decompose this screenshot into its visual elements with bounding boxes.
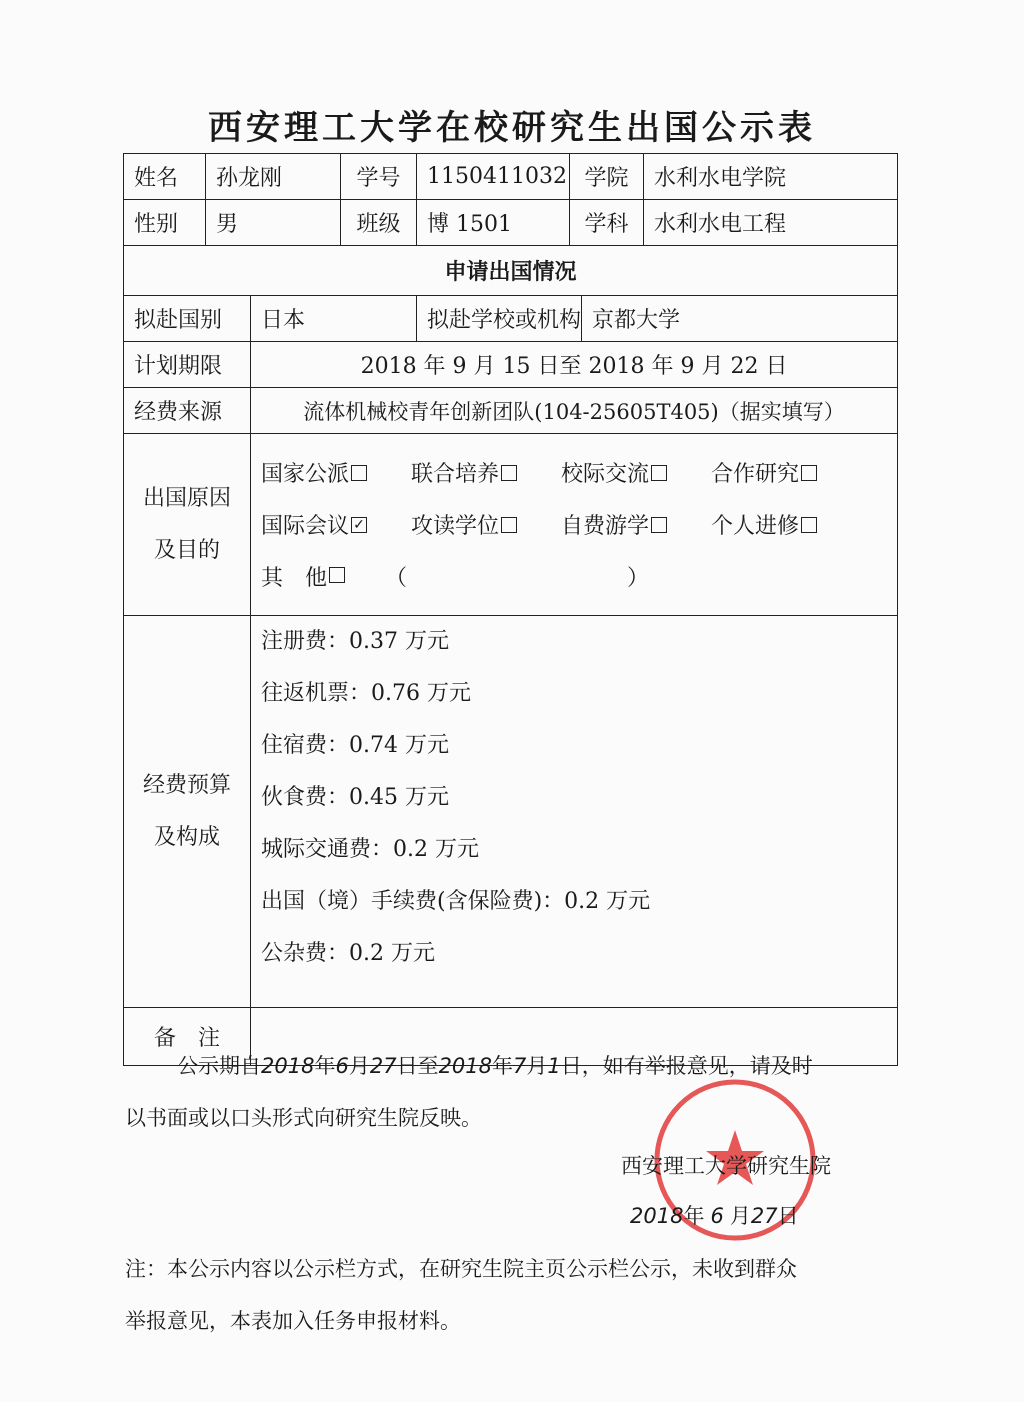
reasons-row-3 [261,551,887,603]
checkbox-icon [329,567,345,583]
checkbox-icon [651,465,667,481]
reason-option: 攻读学位 [411,509,561,540]
notice-line1: 公示期自2018年6月27日至2018年7月1日，如有举报意见，请及时 [177,1054,813,1078]
reasons-options [251,434,898,616]
section-header: 申请出国情况 [124,246,898,296]
budget-item: 城际交通费：0.2 万元 [261,837,479,862]
student-id-label: 学号 [341,154,417,200]
period-label: 计划期限 [124,342,251,388]
form-title: 西安理工大学在校研究生出国公示表 [208,108,816,148]
subject-value: 水利水电工程 [644,200,898,246]
institution-label: 拟赴学校或机构 [417,296,582,342]
budget-label-line1: 经费预算 [142,772,231,798]
signature-date: 2018年 6 月27日 [630,1204,799,1228]
budget-item: 出国（境）手续费(含保险费)：0.2 万元 [261,889,651,914]
budget-item: 公杂费：0.2 万元 [261,941,435,966]
college-label: 学院 [570,154,644,200]
reasons-row-2 [261,499,887,551]
country-label: 拟赴国别 [124,296,251,342]
name-value: 孙龙刚 [206,154,341,200]
footnote [125,1243,905,1347]
gender-label: 性别 [124,200,206,246]
reasons-label-line2: 及目的 [153,537,220,563]
reasons-label [124,434,251,616]
class-label: 班级 [341,200,417,246]
checked-checkbox-icon: ✓ [351,517,367,533]
checkbox-icon [501,517,517,533]
country-value: 日本 [251,296,417,342]
period-value: 2018 年 9 月 15 日至 2018 年 9 月 22 日 [251,342,898,388]
application-form-table [123,153,898,1066]
reason-option: 合作研究 [711,457,861,488]
budget-item: 伙食费：0.45 万元 [261,785,449,810]
reason-option: 国家公派 [261,457,411,488]
remarks-label: 备 注 [124,1008,251,1066]
footnote-line1: 注：本公示内容以公示栏方式，在研究生院主页公示栏公示，未收到群众 [125,1257,797,1281]
checkbox-icon [651,517,667,533]
checkbox-icon [801,465,817,481]
funding-label: 经费来源 [124,388,251,434]
funding-value: 流体机械校青年创新团队(104-25605T405)（据实填写） [251,388,898,434]
other-paren-open: （ [385,566,408,591]
footnote-line2: 举报意见，本表加入任务申报材料。 [125,1309,461,1333]
notice-line2: 以书面或以口头形式向研究生院反映。 [125,1106,482,1130]
reason-option: 个人进修 [711,509,861,540]
budget-label [124,616,251,1008]
reason-option: 自费游学 [561,509,711,540]
class-value: 博 1501 [417,200,570,246]
budget-item: 往返机票：0.76 万元 [261,681,471,706]
subject-label: 学科 [570,200,644,246]
budget-items [251,616,898,1008]
checkbox-icon [501,465,517,481]
checkbox-icon [351,465,367,481]
name-label: 姓名 [124,154,206,200]
reason-option: 校际交流 [561,457,711,488]
student-id-value: 1150411032 [417,154,570,200]
reasons-row-1 [261,447,887,499]
signature-organization: 西安理工大学研究生院 [621,1154,831,1178]
reasons-label-line1: 出国原因 [142,485,231,511]
budget-item: 注册费：0.37 万元 [261,629,449,654]
other-label: 其 他 [261,566,328,591]
other-paren-close: ） [627,566,650,591]
institution-value: 京都大学 [582,296,898,342]
gender-value: 男 [206,200,341,246]
college-value: 水利水电学院 [644,154,898,200]
budget-label-line2: 及构成 [153,824,220,850]
reason-option: 联合培养 [411,457,561,488]
budget-item: 住宿费：0.74 万元 [261,733,449,758]
checkbox-icon [801,517,817,533]
reason-option: 国际会议 ✓ [261,509,411,540]
